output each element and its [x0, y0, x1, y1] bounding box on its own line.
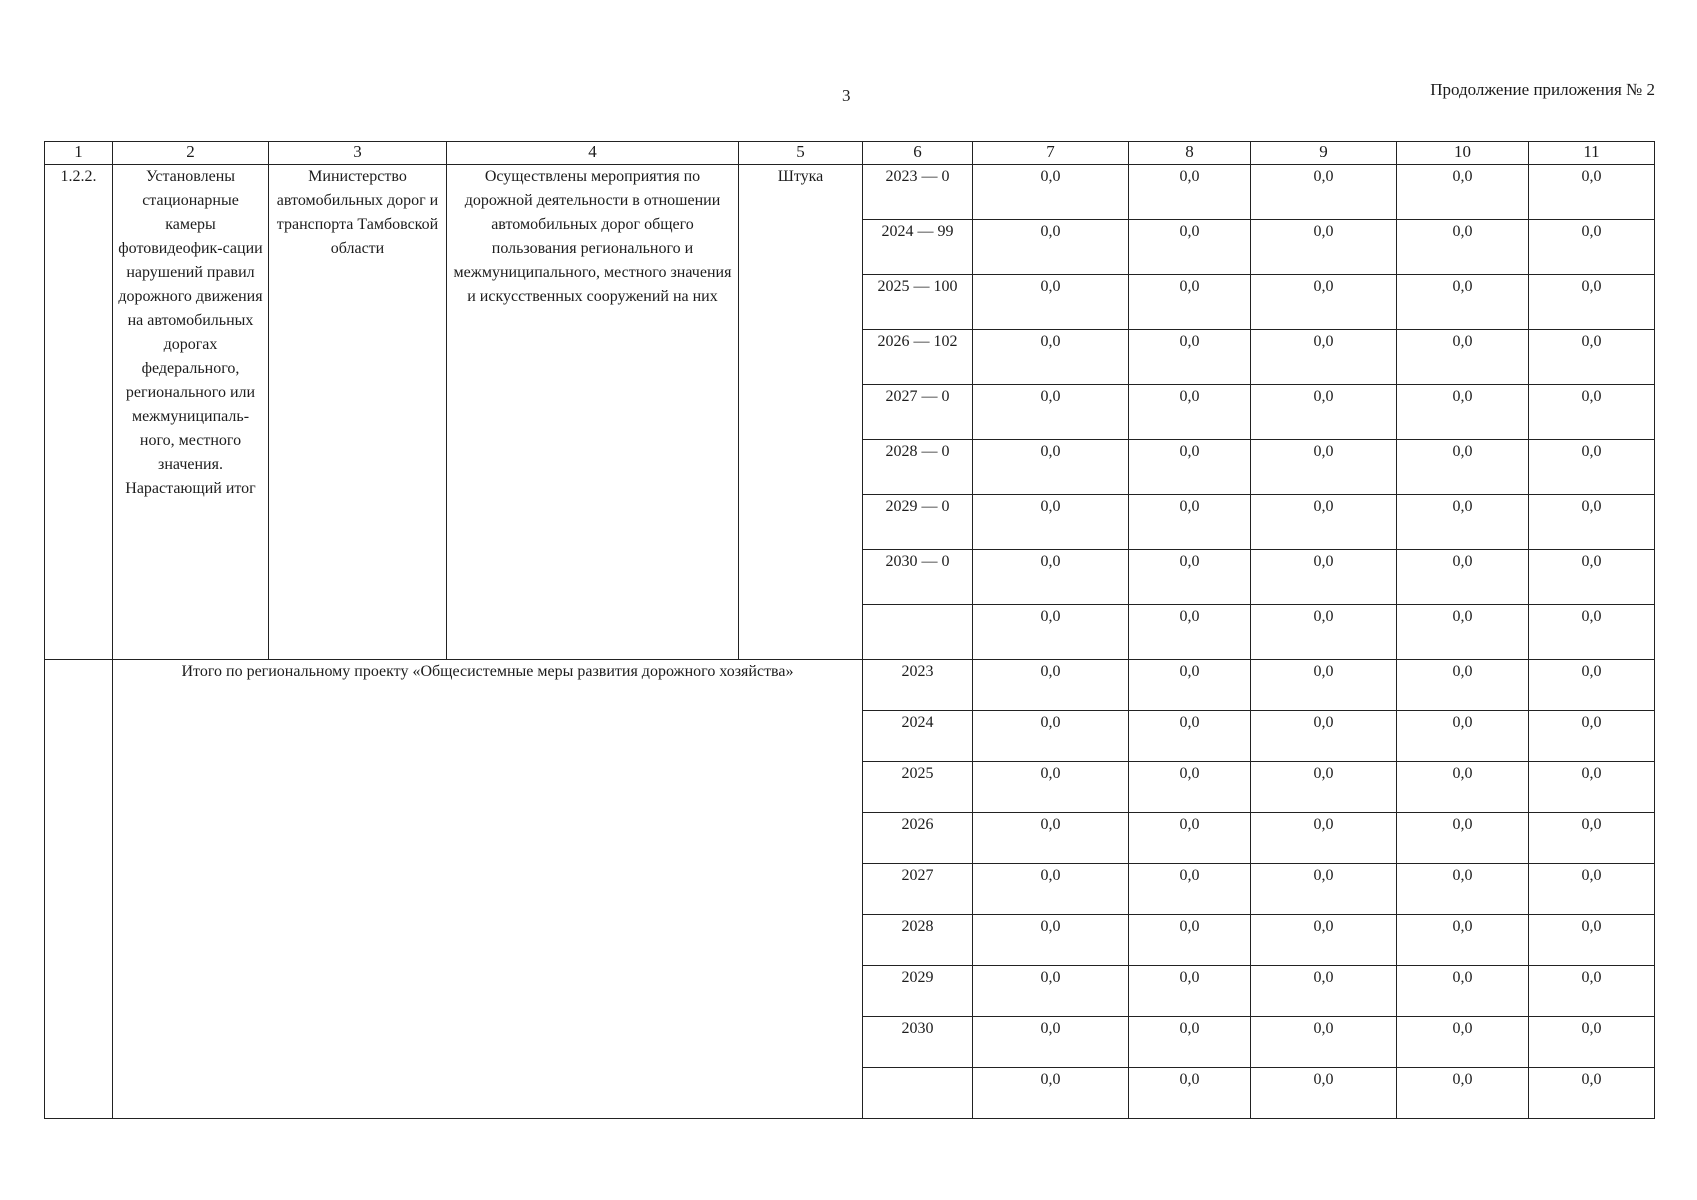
value-cell: 0,0	[1251, 711, 1397, 762]
value-cell: 0,0	[973, 1068, 1129, 1119]
value-cell: 0,0	[1129, 864, 1251, 915]
value-cell: 0,0	[1529, 385, 1655, 440]
value-cell: 0,0	[1129, 275, 1251, 330]
value-cell: 0,0	[1129, 813, 1251, 864]
total-code-empty	[45, 660, 113, 1119]
column-number: 7	[973, 142, 1129, 165]
total-year: 2024	[863, 711, 973, 762]
value-cell: 0,0	[1251, 550, 1397, 605]
value-cell: 0,0	[1251, 660, 1397, 711]
value-cell: 0,0	[1129, 915, 1251, 966]
value-cell: 0,0	[1397, 550, 1529, 605]
column-number: 2	[113, 142, 269, 165]
indicator-name: Установлены стационарные камеры фотовидеофик-сации нарушений правил дорожного движения на автомобильных дорогах федерального, регионального или межмуниципаль-ного, местного значения. Нарастающий итог	[113, 165, 269, 660]
year-target: 2029 — 0	[863, 495, 973, 550]
value-cell: 0,0	[1129, 440, 1251, 495]
value-cell: 0,0	[1529, 966, 1655, 1017]
year-target: 2027 — 0	[863, 385, 973, 440]
column-number: 1	[45, 142, 113, 165]
value-cell: 0,0	[1397, 864, 1529, 915]
value-cell: 0,0	[1251, 220, 1397, 275]
value-cell: 0,0	[1397, 605, 1529, 660]
value-cell: 0,0	[1251, 864, 1397, 915]
value-cell: 0,0	[1129, 1068, 1251, 1119]
value-cell: 0,0	[1397, 711, 1529, 762]
total-year: 2030	[863, 1017, 973, 1068]
value-cell: 0,0	[1529, 813, 1655, 864]
year-target: 2024 — 99	[863, 220, 973, 275]
total-year: 2029	[863, 966, 973, 1017]
value-cell: 0,0	[973, 915, 1129, 966]
value-cell: 0,0	[1397, 220, 1529, 275]
indicators-table	[44, 141, 1655, 1119]
item-code: 1.2.2.	[45, 165, 113, 660]
value-cell: 0,0	[1251, 330, 1397, 385]
value-cell: 0,0	[1251, 1068, 1397, 1119]
value-cell: 0,0	[973, 385, 1129, 440]
value-cell: 0,0	[1529, 915, 1655, 966]
column-number: 4	[447, 142, 739, 165]
value-cell: 0,0	[1251, 275, 1397, 330]
value-cell: 0,0	[1529, 495, 1655, 550]
unit-of-measure: Штука	[739, 165, 863, 660]
value-cell: 0,0	[1251, 813, 1397, 864]
value-cell: 0,0	[973, 711, 1129, 762]
value-cell: 0,0	[1529, 440, 1655, 495]
value-cell: 0,0	[973, 605, 1129, 660]
value-cell: 0,0	[1529, 1017, 1655, 1068]
value-cell: 0,0	[1129, 330, 1251, 385]
column-number: 3	[269, 142, 447, 165]
year-target: 2026 — 102	[863, 330, 973, 385]
value-cell: 0,0	[973, 966, 1129, 1017]
value-cell: 0,0	[1529, 762, 1655, 813]
value-cell: 0,0	[1129, 1017, 1251, 1068]
value-cell: 0,0	[973, 1017, 1129, 1068]
total-year	[863, 1068, 973, 1119]
value-cell: 0,0	[973, 275, 1129, 330]
appendix-continuation-label: Продолжение приложения № 2	[1430, 80, 1655, 99]
value-cell: 0,0	[1397, 762, 1529, 813]
value-cell: 0,0	[1397, 165, 1529, 220]
year-target: 2030 — 0	[863, 550, 973, 605]
total-year: 2025	[863, 762, 973, 813]
value-cell: 0,0	[1129, 605, 1251, 660]
value-cell: 0,0	[1397, 275, 1529, 330]
value-cell: 0,0	[1129, 966, 1251, 1017]
value-cell: 0,0	[1129, 495, 1251, 550]
value-cell: 0,0	[1129, 220, 1251, 275]
total-year: 2023	[863, 660, 973, 711]
total-year-row	[45, 660, 1655, 711]
value-cell: 0,0	[1529, 605, 1655, 660]
total-year: 2028	[863, 915, 973, 966]
value-cell: 0,0	[1529, 1068, 1655, 1119]
value-cell: 0,0	[1251, 440, 1397, 495]
value-cell: 0,0	[1529, 275, 1655, 330]
value-cell: 0,0	[1529, 165, 1655, 220]
total-year: 2026	[863, 813, 973, 864]
responsible-executor: Министерство автомобильных дорог и транспорта Тамбовской области	[269, 165, 447, 660]
value-cell: 0,0	[1397, 440, 1529, 495]
value-cell: 0,0	[1129, 711, 1251, 762]
value-cell: 0,0	[1397, 495, 1529, 550]
column-number: 8	[1129, 142, 1251, 165]
value-cell: 0,0	[1529, 660, 1655, 711]
value-cell: 0,0	[973, 660, 1129, 711]
value-cell: 0,0	[1251, 495, 1397, 550]
value-cell: 0,0	[1129, 165, 1251, 220]
value-cell: 0,0	[1251, 385, 1397, 440]
column-number: 5	[739, 142, 863, 165]
value-cell: 0,0	[1251, 966, 1397, 1017]
column-number-row	[45, 142, 1655, 165]
total-label: Итого по региональному проекту «Общесистемные меры развития дорожного хозяйства»	[113, 660, 863, 1119]
value-cell: 0,0	[1397, 813, 1529, 864]
value-cell: 0,0	[1251, 915, 1397, 966]
value-cell: 0,0	[1397, 1017, 1529, 1068]
value-cell: 0,0	[973, 165, 1129, 220]
value-cell: 0,0	[1397, 330, 1529, 385]
year-target	[863, 605, 973, 660]
year-target: 2028 — 0	[863, 440, 973, 495]
value-cell: 0,0	[1251, 1017, 1397, 1068]
value-cell: 0,0	[1397, 1068, 1529, 1119]
value-cell: 0,0	[973, 550, 1129, 605]
value-cell: 0,0	[973, 440, 1129, 495]
value-cell: 0,0	[1251, 605, 1397, 660]
value-cell: 0,0	[1397, 385, 1529, 440]
value-cell: 0,0	[973, 864, 1129, 915]
value-cell: 0,0	[1251, 165, 1397, 220]
value-cell: 0,0	[1529, 711, 1655, 762]
column-number: 6	[863, 142, 973, 165]
value-cell: 0,0	[1129, 550, 1251, 605]
value-cell: 0,0	[1129, 385, 1251, 440]
value-cell: 0,0	[1529, 864, 1655, 915]
value-cell: 0,0	[973, 813, 1129, 864]
column-number: 10	[1397, 142, 1529, 165]
value-cell: 0,0	[1529, 220, 1655, 275]
value-cell: 0,0	[1251, 762, 1397, 813]
year-target: 2023 — 0	[863, 165, 973, 220]
value-cell: 0,0	[973, 495, 1129, 550]
value-cell: 0,0	[1129, 762, 1251, 813]
indicator-year-row	[45, 165, 1655, 220]
value-cell: 0,0	[973, 220, 1129, 275]
column-number: 11	[1529, 142, 1655, 165]
column-number: 9	[1251, 142, 1397, 165]
result-description: Осуществлены мероприятия по дорожной деятельности в отношении автомобильных дорог общего пользования регионального и межмуниципального, местного значения и искусственных сооружений на них	[447, 165, 739, 660]
value-cell: 0,0	[1397, 966, 1529, 1017]
value-cell: 0,0	[973, 330, 1129, 385]
page-number: 3	[842, 86, 851, 105]
value-cell: 0,0	[1529, 330, 1655, 385]
value-cell: 0,0	[1129, 660, 1251, 711]
value-cell: 0,0	[1397, 660, 1529, 711]
total-year: 2027	[863, 864, 973, 915]
value-cell: 0,0	[973, 762, 1129, 813]
year-target: 2025 — 100	[863, 275, 973, 330]
value-cell: 0,0	[1529, 550, 1655, 605]
value-cell: 0,0	[1397, 915, 1529, 966]
